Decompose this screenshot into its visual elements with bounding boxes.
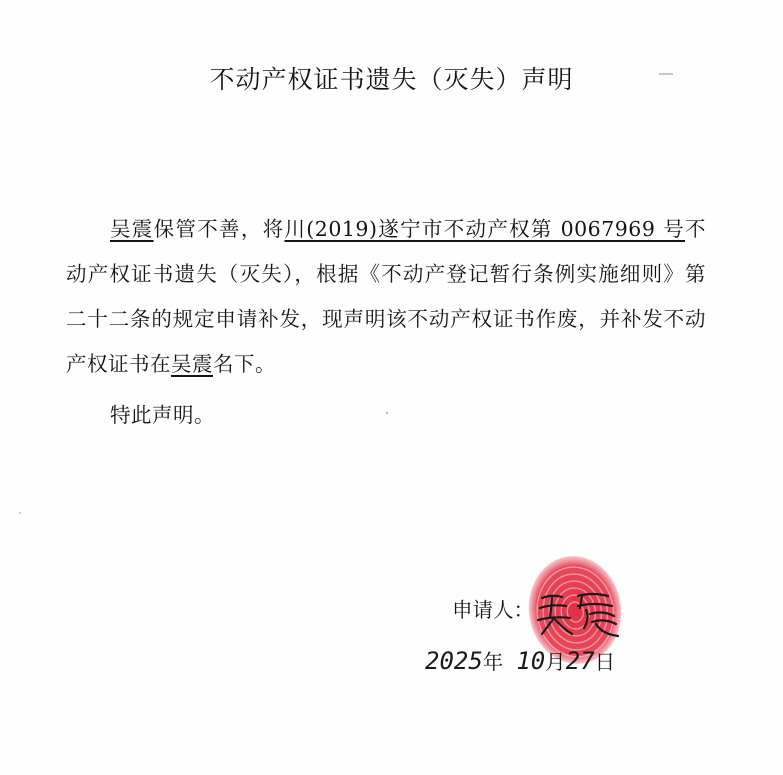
paragraph-text-2: 不动产权证书遗失（灭失），根据《不动产登记暂行条例实施细则》第二十二条的规定申请补发，现声明该不动产权证书作废，并补发不动产权证书在 — [66, 217, 707, 376]
owner-name-2: 吴震 — [171, 352, 213, 376]
applicant-label: 申请人： — [452, 598, 534, 622]
date-day: 27 — [565, 647, 595, 675]
scan-speck — [386, 412, 388, 414]
date-month-unit: 月 — [545, 650, 566, 674]
closing-statement: 特此声明。 — [110, 403, 215, 427]
document-title: 不动产权证书遗失（灭失）声明 — [209, 65, 574, 94]
signature-date — [425, 645, 615, 675]
paragraph-text-1: 保管不善，将 — [153, 217, 285, 241]
declaration-paragraph — [66, 207, 706, 387]
date-year: 2025 — [425, 647, 483, 675]
applicant-signature — [532, 588, 622, 640]
date-year-unit: 年 — [482, 650, 504, 674]
certificate-number: 川(2019)遂宁市不动产权第 0067969 号 — [284, 217, 686, 241]
date-month: 10 — [516, 647, 546, 675]
scan-speck — [659, 73, 673, 75]
date-day-unit: 日 — [594, 650, 616, 674]
scan-speck — [19, 512, 21, 514]
paragraph-text-3: 名下。 — [213, 352, 276, 376]
owner-name: 吴震 — [110, 217, 154, 241]
